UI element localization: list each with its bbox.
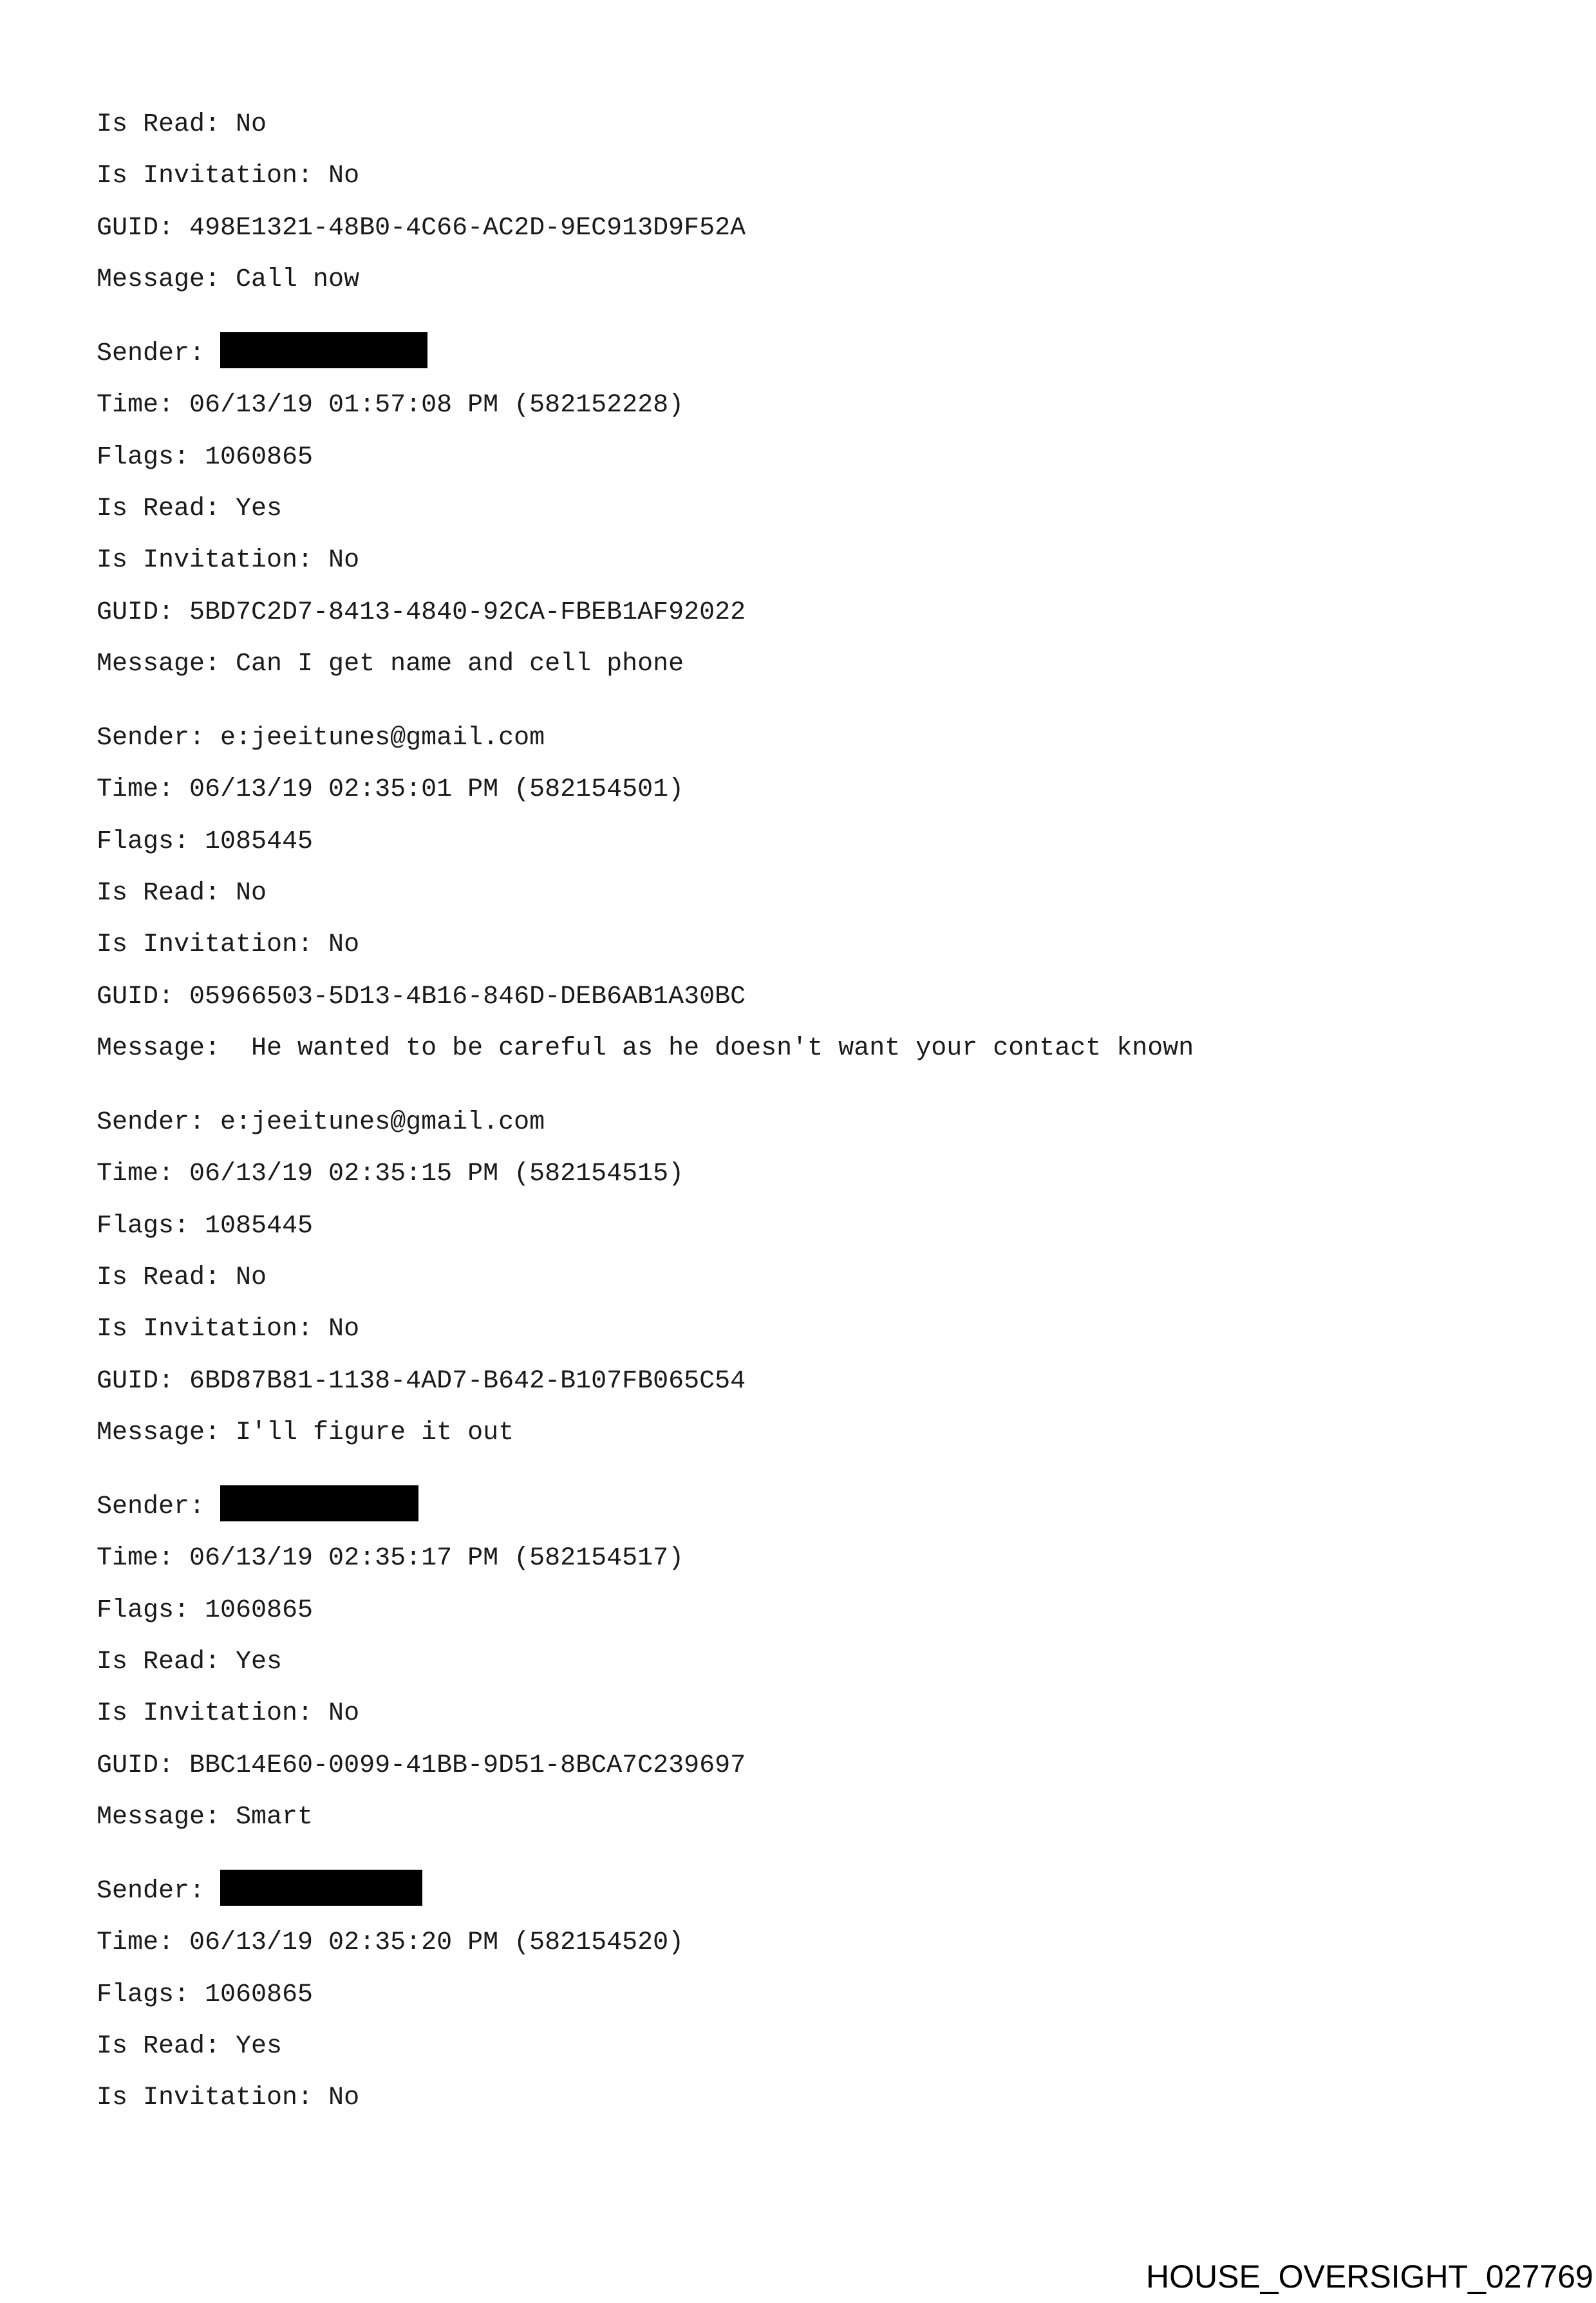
document-line [97,1364,746,1400]
document-line [97,1925,684,1961]
document-line [97,1541,684,1577]
document-line-text: Flags: 1085445 [97,827,314,856]
document-line [97,1415,514,1451]
document-line [97,979,746,1015]
document-line-text: Time: 06/13/19 01:57:08 PM (582152228) [97,391,684,420]
document-line [97,388,684,424]
document-line-text: Sender: [97,1877,221,1906]
document-line-text: Flags: 1060865 [97,1596,314,1625]
document-line [97,1311,359,1348]
document-line [97,1489,418,1525]
document-line [97,1156,684,1192]
document-line-text: GUID: 498E1321-48B0-4C66-AC2D-9EC913D9F52A [97,214,746,243]
document-line-text: GUID: 5BD7C2D7-8413-4840-92CA-FBEB1AF92022 [97,598,746,627]
document-line-text: Sender: e:jeeitunes@gmail.com [97,724,545,753]
redaction-box [220,1870,422,1906]
document-line-text: Is Read: Yes [97,494,283,523]
document-line-text: Message: Smart [97,1803,314,1832]
document-line-text: Flags: 1060865 [97,1980,314,2009]
document-line-text: GUID: BBC14E60-0099-41BB-9D51-8BCA7C239697 [97,1751,746,1780]
document-line-text: Is Invitation: No [97,930,360,959]
document-line-text: Is Read: No [97,110,267,139]
document-line [97,1260,267,1296]
document-line-text: Is Read: No [97,1263,267,1292]
document-line-text: Time: 06/13/19 02:35:20 PM (582154520) [97,1928,684,1957]
document-line-text: GUID: 05966503-5D13-4B16-846D-DEB6AB1A30BC [97,982,746,1011]
document-line-text: Is Invitation: No [97,162,360,191]
document-line [97,720,545,757]
document-line [97,440,313,476]
document-line [97,1208,313,1245]
document-line [97,543,359,579]
document-line [97,1696,359,1732]
document-line [97,107,267,143]
document-line [97,824,313,860]
document-line-text: Is Invitation: No [97,546,360,575]
document-line [97,772,684,808]
document-line-text: Is Read: Yes [97,2032,283,2061]
document-line [97,491,282,527]
redaction-box [220,332,427,368]
document-line [97,1593,313,1629]
document-line-text: Message: Can I get name and cell phone [97,650,684,679]
document-line-text: Is Invitation: No [97,2083,360,2112]
document-line [97,1977,313,2013]
document-line [97,927,359,963]
document-line [97,1105,545,1141]
document-line [97,336,427,372]
document-line-text: Flags: 1085445 [97,1212,314,1241]
document-line-text: Time: 06/13/19 02:35:01 PM (582154501) [97,775,684,804]
document-line-text: Sender: [97,339,221,368]
document-line-text: Is Invitation: No [97,1699,360,1728]
document-line [97,211,746,247]
document-line [97,1800,313,1836]
document-line [97,876,267,912]
document-line-text: Is Read: No [97,879,267,908]
document-line-text: Time: 06/13/19 02:35:17 PM (582154517) [97,1544,684,1573]
document-line-text: Sender: e:jeeitunes@gmail.com [97,1108,545,1137]
document-line-text: Message: I'll figure it out [97,1418,514,1447]
redaction-box [220,1485,418,1521]
document-line-text: Message: Call now [97,265,360,294]
document-line-text: Flags: 1060865 [97,443,314,472]
document-line-text: Message: He wanted to be careful as he doesn't want your contact known [97,1034,1194,1063]
document-line-text: Is Invitation: No [97,1315,360,1344]
document-line-text: GUID: 6BD87B81-1138-4AD7-B642-B107FB065C54 [97,1367,746,1396]
document-line [97,2080,359,2116]
document-line [97,158,359,194]
bates-number: HOUSE_OVERSIGHT_027769 [1146,2259,1593,2295]
document-line-text: Is Read: Yes [97,1648,283,1677]
document-line [97,1874,422,1910]
document-line [97,262,359,298]
document-line [97,1031,1194,1067]
document-line-text: Time: 06/13/19 02:35:15 PM (582154515) [97,1160,684,1189]
document-line-text: Sender: [97,1492,221,1521]
document-line [97,2029,282,2065]
document-line [97,646,684,682]
document-line [97,1644,282,1680]
document-line [97,1748,746,1784]
document-line [97,595,746,631]
